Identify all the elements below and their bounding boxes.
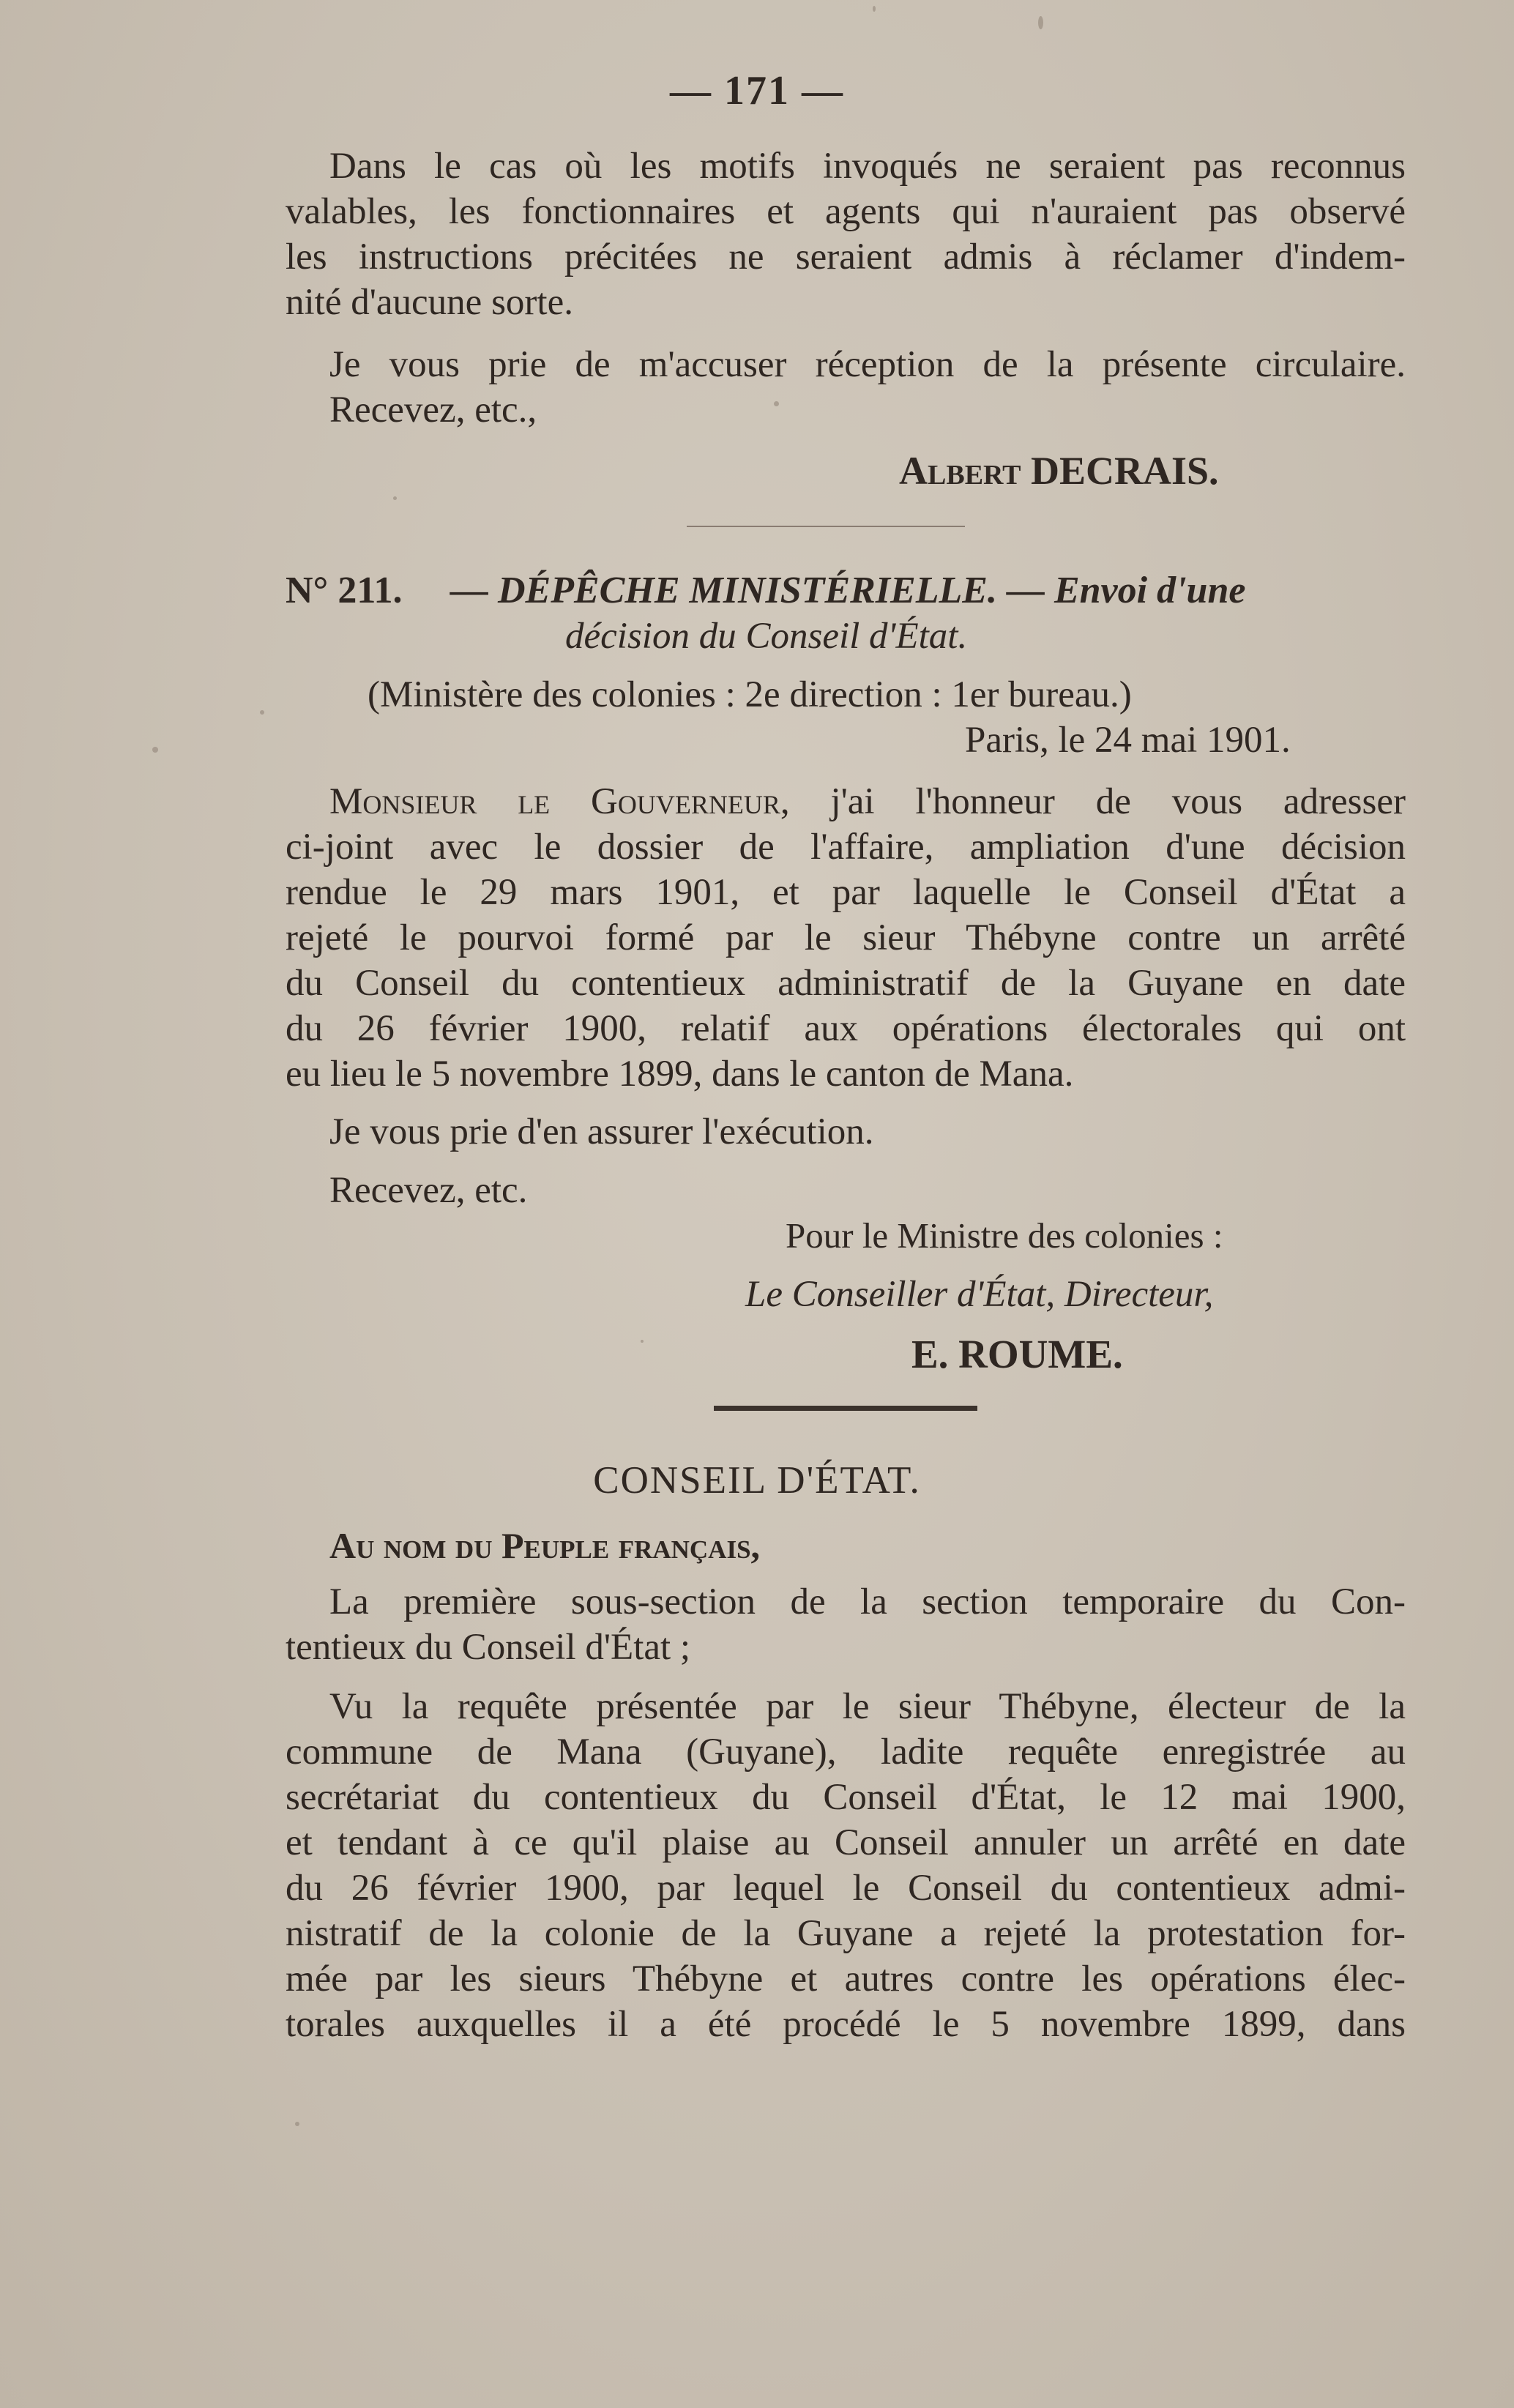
signature-line: Pour le Ministre des colonies : [786,1215,1223,1256]
signature-name: Albert DECRAIS. [899,449,1219,493]
paragraph-line: Dans le cas où les motifs invoqués ne seraient pas reconnus [329,146,1406,187]
paragraph-line: Je vous prie d'en assurer l'exécution. [329,1111,874,1152]
dispatch-number: N° 211. [286,570,403,611]
paragraph-line: du Conseil du contentieux administratif de la Guyane en date [286,963,1406,1004]
scan-speck [641,1340,644,1343]
paragraph-line: rejeté le pourvoi formé par le sieur Thébyne contre un arrêté [286,917,1406,958]
paragraph-line: mée par les sieurs Thébyne et autres contre les opérations élec- [286,1958,1406,1999]
dispatch-title: — DÉPÊCHE MINISTÉRIELLE. — Envoi d'une [450,570,1246,611]
paragraph-line [329,779,1406,824]
paragraph-line: et tendant à ce qu'il plaise au Conseil annuler un arrêté en date [286,1822,1406,1863]
signature-name: E. ROUME. [911,1332,1123,1376]
scan-speck [152,747,158,753]
paragraph-line: nistratif de la colonie de la Guyane a rejeté la protestation for- [286,1913,1406,1954]
closing-text: Recevez, etc. [329,1170,528,1211]
salutation: Monsieur le Gouverneur, [329,781,790,822]
section-title: CONSEIL D'ÉTAT. [593,1459,921,1502]
paragraph-line: les instructions précitées ne seraient admis à réclamer d'indem- [286,236,1406,277]
dispatch-date: Paris, le 24 mai 1901. [965,720,1291,761]
paragraph-line: rendue le 29 mars 1901, et par laquelle le Conseil d'État a [286,872,1406,913]
dispatch-subtitle: décision du Conseil d'État. [565,616,968,657]
paragraph-line: torales auxquelles il a été procédé le 5 novembre 1899, dans [286,2004,1406,2045]
paragraph-line: tentieux du Conseil d'État ; [286,1627,691,1668]
paragraph-line: valables, les fonctionnaires et agents qui n'auraient pas observé [286,191,1406,232]
divider [687,526,965,527]
paragraph-line: eu lieu le 5 novembre 1899, dans le canton de Mana. [286,1054,1074,1095]
ministry-line: (Ministère des colonies : 2e direction : 1er bureau.) [368,674,1132,715]
paragraph-line: du 26 février 1900, relatif aux opérations électorales qui ont [286,1008,1406,1049]
divider [714,1406,977,1411]
paragraph-line: du 26 février 1900, par lequel le Conseil du contentieux admi- [286,1868,1406,1909]
scan-speck [260,710,264,715]
signature-line: Le Conseiller d'État, Directeur, [745,1274,1214,1315]
paragraph-line: ci-joint avec le dossier de l'affaire, ampliation d'une décision [286,827,1406,868]
paragraph-line: La première sous-section de la section temporaire du Con- [329,1581,1406,1622]
closing-text: Recevez, etc., [329,389,537,430]
scan-speck [393,496,397,500]
section-opening: Au nom du Peuple français, [329,1525,761,1566]
paragraph-line: Vu la requête présentée par le sieur Thébyne, électeur de la [329,1686,1406,1727]
scan-speck [873,6,876,12]
paragraph-line: nité d'aucune sorte. [286,282,573,323]
signature [899,448,1219,493]
page-number: — 171 — [670,68,844,113]
paragraph-line: Je vous prie de m'accuser réception de la présente circulaire. [329,344,1406,385]
scan-speck [1038,16,1043,29]
paragraph-line: secrétariat du contentieux du Conseil d'État, le 12 mai 1900, [286,1777,1406,1818]
paragraph-line: commune de Mana (Guyane), ladite requête enregistrée au [286,1732,1406,1773]
scan-speck [295,2122,299,2126]
paragraph-text: j'ai l'honneur de vous adresser [789,781,1406,822]
